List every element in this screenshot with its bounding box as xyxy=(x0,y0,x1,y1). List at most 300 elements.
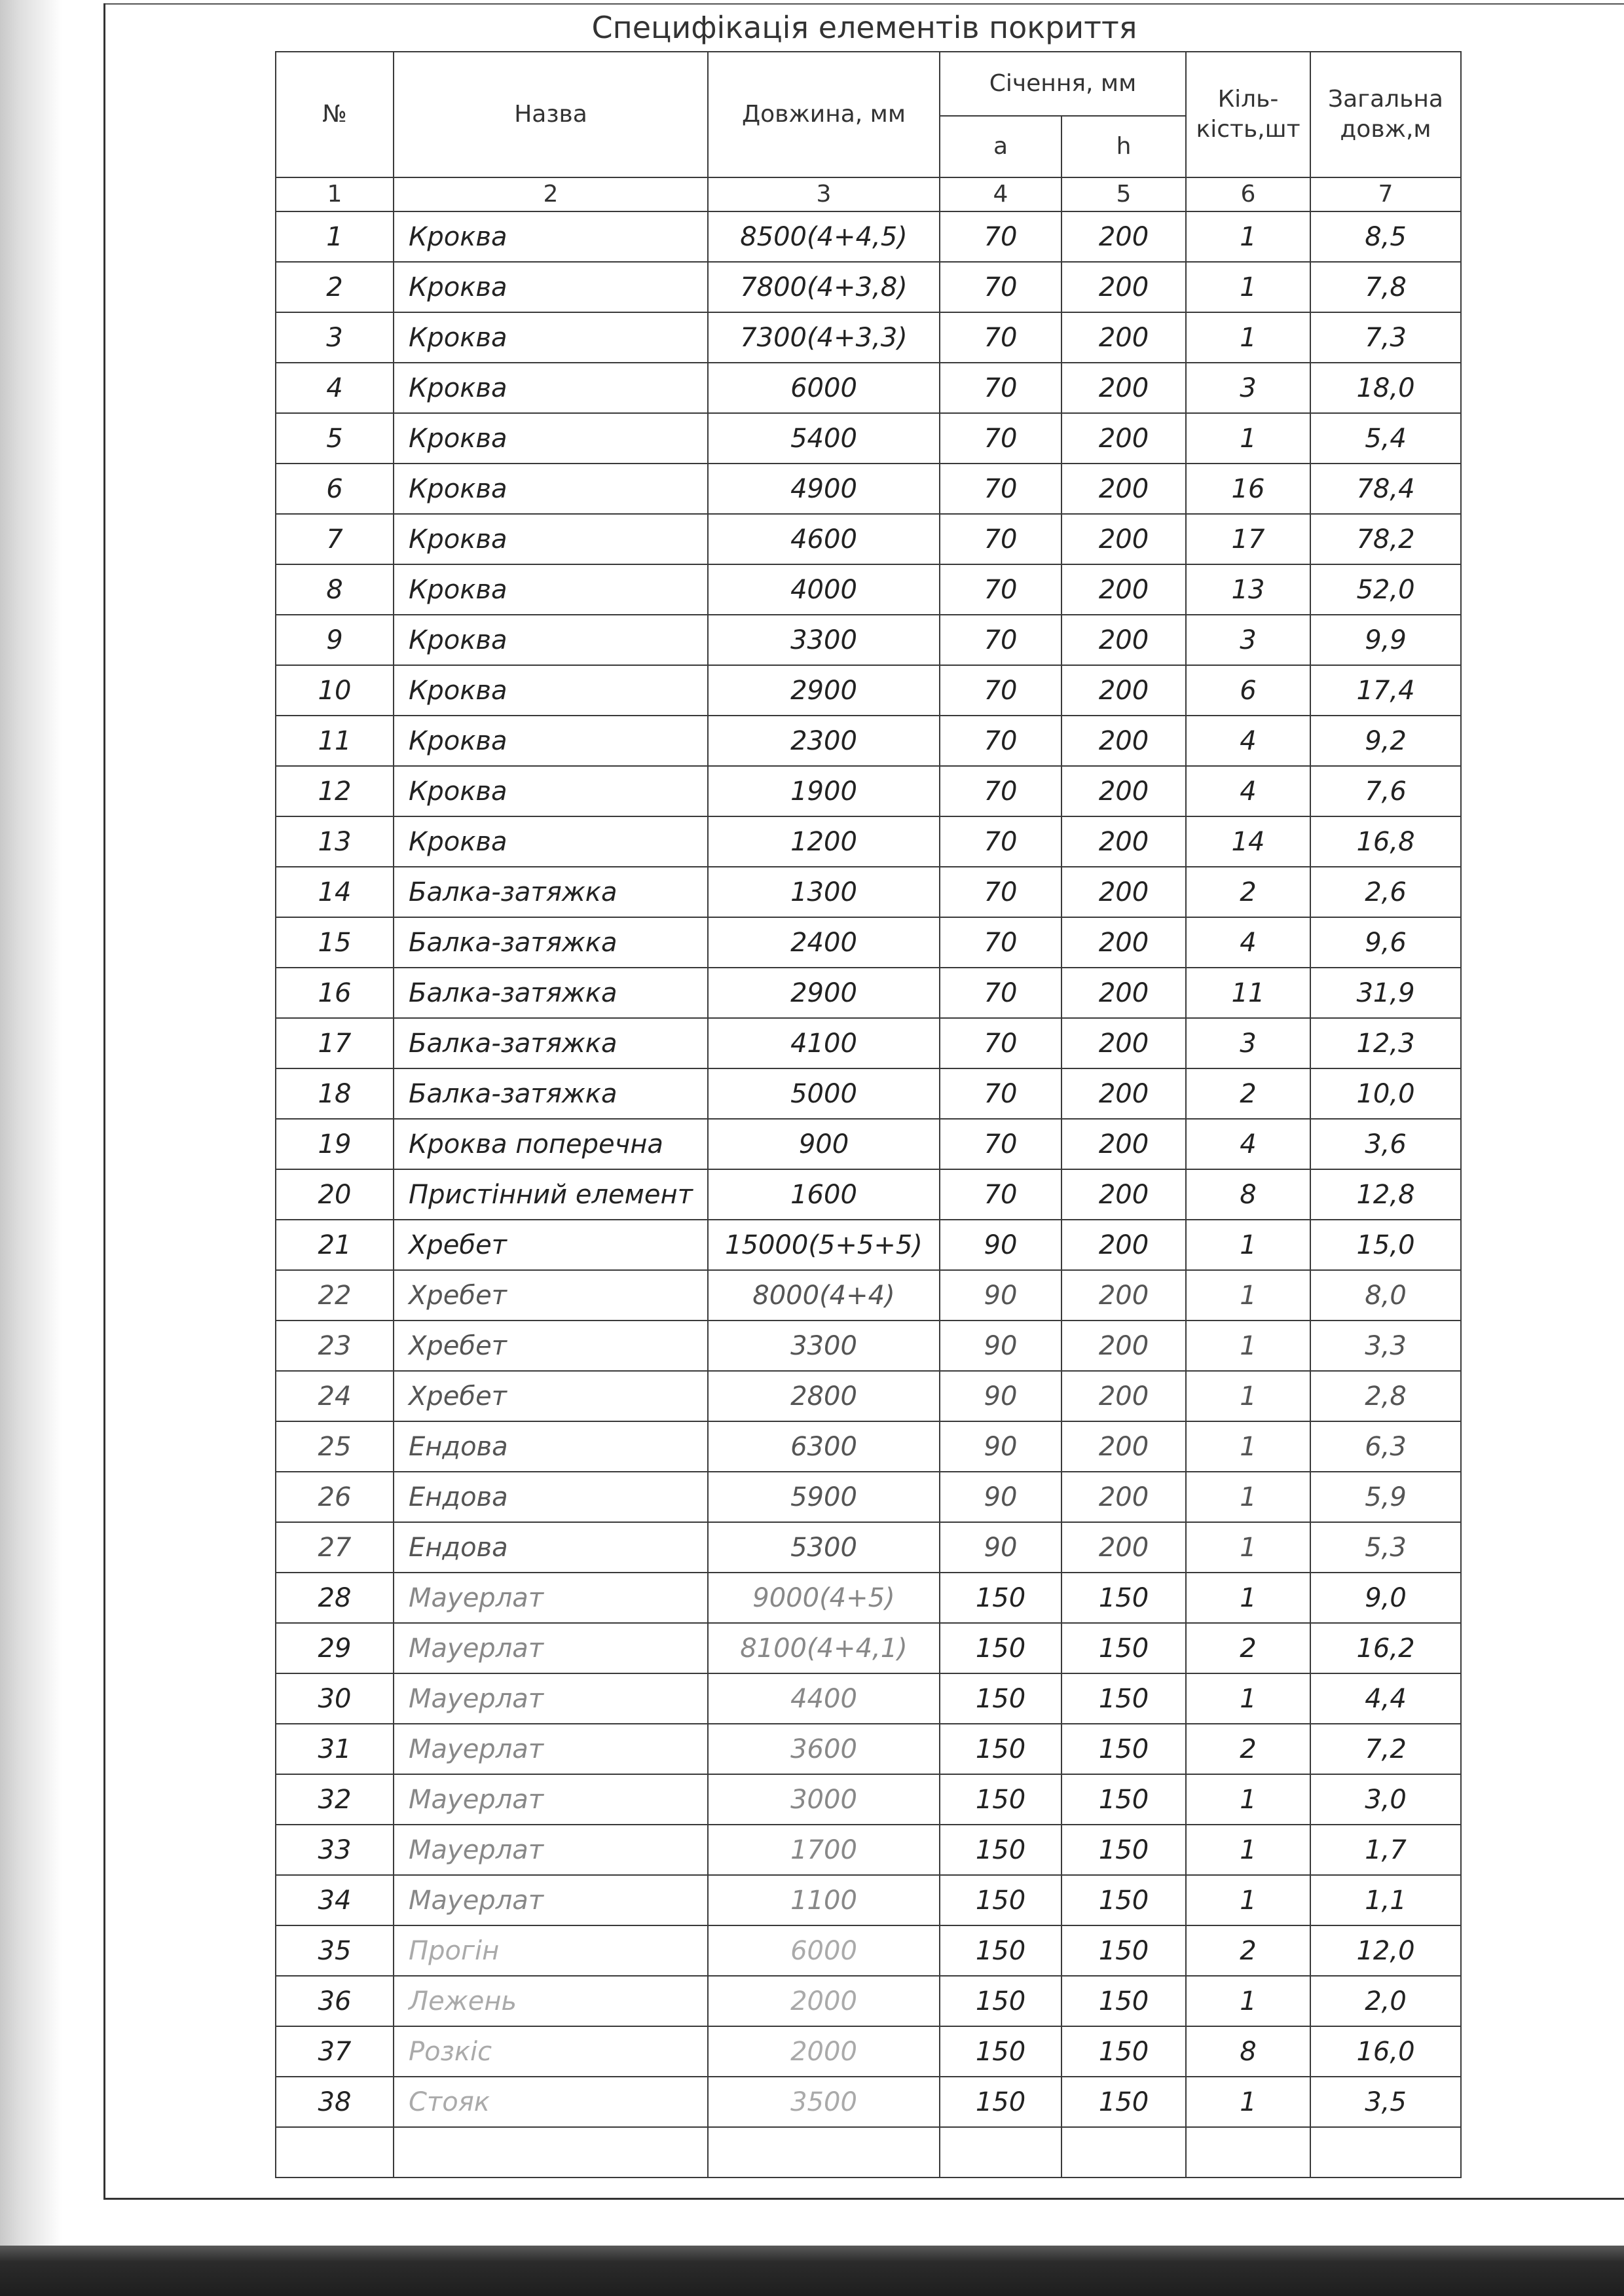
name-cell: Балка-затяжка xyxy=(394,917,708,968)
name-cell: Пристінний елемент xyxy=(394,1169,708,1220)
section-a-cell: 70 xyxy=(940,615,1061,665)
section-a-cell: 70 xyxy=(940,211,1061,262)
length-cell: 2300 xyxy=(708,716,940,766)
header-length xyxy=(708,52,940,177)
section-h-cell: 150 xyxy=(1061,1623,1186,1673)
section-a-cell: 70 xyxy=(940,1018,1061,1068)
scan-shadow-bottom xyxy=(0,2246,1624,2296)
name-cell: Кроква xyxy=(394,716,708,766)
row-number-cell: 30 xyxy=(276,1673,394,1724)
total-length-cell: 78,4 xyxy=(1310,464,1461,514)
row-number-cell: 26 xyxy=(276,1472,394,1522)
row-number-cell: 37 xyxy=(276,2026,394,2077)
count-cell: 6 xyxy=(1186,665,1310,716)
section-h-cell: 150 xyxy=(1061,2077,1186,2127)
row-number-cell: 4 xyxy=(276,363,394,413)
row-number-cell: 15 xyxy=(276,917,394,968)
section-a-cell: 70 xyxy=(940,1068,1061,1119)
total-length-cell: 2,6 xyxy=(1310,867,1461,917)
row-number-cell: 38 xyxy=(276,2077,394,2127)
total-length-cell: 1,1 xyxy=(1310,1875,1461,1925)
table-row xyxy=(276,766,1461,816)
name-cell: Балка-затяжка xyxy=(394,867,708,917)
table-row xyxy=(276,1220,1461,1270)
table-body xyxy=(276,211,1461,2178)
count-cell: 2 xyxy=(1186,1623,1310,1673)
count-cell: 8 xyxy=(1186,1169,1310,1220)
section-a-cell: 70 xyxy=(940,312,1061,363)
length-cell: 2900 xyxy=(708,968,940,1018)
section-h-cell: 200 xyxy=(1061,312,1186,363)
table-row xyxy=(276,665,1461,716)
section-a-cell: 150 xyxy=(940,1825,1061,1875)
name-cell: Хребет xyxy=(394,1270,708,1321)
name-cell: Розкіс xyxy=(394,2026,708,2077)
table-row xyxy=(276,363,1461,413)
section-h-cell: 200 xyxy=(1061,413,1186,464)
section-h-cell: 150 xyxy=(1061,1925,1186,1976)
table-row xyxy=(276,1371,1461,1421)
table-row xyxy=(276,1321,1461,1371)
name-cell: Кроква xyxy=(394,312,708,363)
section-h-cell: 200 xyxy=(1061,464,1186,514)
section-h-cell: 200 xyxy=(1061,867,1186,917)
total-length-cell: 8,0 xyxy=(1310,1270,1461,1321)
section-a-cell: 150 xyxy=(940,1875,1061,1925)
table-row xyxy=(276,1573,1461,1623)
table-row xyxy=(276,968,1461,1018)
total-length-cell: 5,3 xyxy=(1310,1522,1461,1573)
section-a-cell: 70 xyxy=(940,413,1061,464)
count-cell: 3 xyxy=(1186,615,1310,665)
header-total xyxy=(1310,52,1461,177)
name-cell: Прогін xyxy=(394,1925,708,1976)
name-cell: Ендова xyxy=(394,1522,708,1573)
total-length-cell: 12,3 xyxy=(1310,1018,1461,1068)
name-cell: Кроква xyxy=(394,514,708,564)
empty-cell xyxy=(1186,2127,1310,2178)
section-a-cell: 90 xyxy=(940,1270,1061,1321)
scan-shadow-left xyxy=(0,0,62,2296)
header-no: № xyxy=(276,52,394,177)
header-count xyxy=(1186,52,1310,177)
row-number-cell: 35 xyxy=(276,1925,394,1976)
name-cell: Кроква xyxy=(394,564,708,615)
table-row xyxy=(276,1673,1461,1724)
length-cell: 8100(4+4,1) xyxy=(708,1623,940,1673)
length-cell: 3600 xyxy=(708,1724,940,1774)
name-cell: Кроква xyxy=(394,211,708,262)
section-a-cell: 70 xyxy=(940,1169,1061,1220)
total-length-cell: 10,0 xyxy=(1310,1068,1461,1119)
row-number-cell: 17 xyxy=(276,1018,394,1068)
row-number-cell: 1 xyxy=(276,211,394,262)
header-h: h xyxy=(1061,116,1186,177)
length-cell: 1100 xyxy=(708,1875,940,1925)
length-cell: 2900 xyxy=(708,665,940,716)
count-cell: 3 xyxy=(1186,363,1310,413)
table-row xyxy=(276,1270,1461,1321)
section-a-cell: 150 xyxy=(940,1925,1061,1976)
length-cell: 3500 xyxy=(708,2077,940,2127)
row-number-cell: 10 xyxy=(276,665,394,716)
column-number: 3 xyxy=(708,177,940,211)
row-number-cell: 33 xyxy=(276,1825,394,1875)
total-length-cell: 16,8 xyxy=(1310,816,1461,867)
row-number-cell: 22 xyxy=(276,1270,394,1321)
section-a-cell: 70 xyxy=(940,867,1061,917)
total-length-cell: 2,0 xyxy=(1310,1976,1461,2026)
section-h-cell: 200 xyxy=(1061,716,1186,766)
row-number-cell: 14 xyxy=(276,867,394,917)
table-row xyxy=(276,464,1461,514)
section-a-cell: 150 xyxy=(940,2077,1061,2127)
row-number-cell: 29 xyxy=(276,1623,394,1673)
table-row xyxy=(276,716,1461,766)
count-cell: 2 xyxy=(1186,1724,1310,1774)
count-cell: 1 xyxy=(1186,413,1310,464)
count-cell: 1 xyxy=(1186,1270,1310,1321)
name-cell: Кроква xyxy=(394,766,708,816)
table-row xyxy=(276,615,1461,665)
table-row xyxy=(276,1774,1461,1825)
table-row xyxy=(276,1976,1461,2026)
section-h-cell: 200 xyxy=(1061,211,1186,262)
column-number: 2 xyxy=(394,177,708,211)
name-cell: Стояк xyxy=(394,2077,708,2127)
total-length-cell: 3,0 xyxy=(1310,1774,1461,1825)
table-row xyxy=(276,1018,1461,1068)
section-h-cell: 200 xyxy=(1061,564,1186,615)
count-cell: 1 xyxy=(1186,1371,1310,1421)
length-cell: 7300(4+3,3) xyxy=(708,312,940,363)
table-row xyxy=(276,867,1461,917)
name-cell: Кроква xyxy=(394,262,708,312)
section-h-cell: 150 xyxy=(1061,1825,1186,1875)
count-cell: 4 xyxy=(1186,766,1310,816)
total-length-cell: 17,4 xyxy=(1310,665,1461,716)
row-number-cell: 25 xyxy=(276,1421,394,1472)
section-a-cell: 150 xyxy=(940,1724,1061,1774)
length-cell: 3000 xyxy=(708,1774,940,1825)
section-h-cell: 200 xyxy=(1061,968,1186,1018)
section-a-cell: 70 xyxy=(940,716,1061,766)
name-cell: Хребет xyxy=(394,1371,708,1421)
row-number-cell: 2 xyxy=(276,262,394,312)
length-cell: 8500(4+4,5) xyxy=(708,211,940,262)
table-row xyxy=(276,262,1461,312)
total-length-cell: 1,7 xyxy=(1310,1825,1461,1875)
table-row xyxy=(276,1825,1461,1875)
section-h-cell: 150 xyxy=(1061,1774,1186,1825)
count-cell: 11 xyxy=(1186,968,1310,1018)
total-length-cell: 15,0 xyxy=(1310,1220,1461,1270)
name-cell: Ендова xyxy=(394,1472,708,1522)
name-cell: Балка-затяжка xyxy=(394,968,708,1018)
total-length-cell: 7,3 xyxy=(1310,312,1461,363)
total-length-cell: 5,9 xyxy=(1310,1472,1461,1522)
row-number-cell: 31 xyxy=(276,1724,394,1774)
section-a-cell: 90 xyxy=(940,1321,1061,1371)
header-row-top xyxy=(276,52,1461,116)
name-cell: Мауерлат xyxy=(394,1623,708,1673)
section-h-cell: 150 xyxy=(1061,2026,1186,2077)
count-cell: 14 xyxy=(1186,816,1310,867)
row-number-cell: 23 xyxy=(276,1321,394,1371)
section-h-cell: 200 xyxy=(1061,1321,1186,1371)
row-number-cell: 34 xyxy=(276,1875,394,1925)
count-cell: 17 xyxy=(1186,514,1310,564)
length-cell: 4900 xyxy=(708,464,940,514)
section-a-cell: 150 xyxy=(940,1976,1061,2026)
total-length-cell: 3,6 xyxy=(1310,1119,1461,1169)
length-cell: 4600 xyxy=(708,514,940,564)
empty-cell xyxy=(708,2127,940,2178)
section-h-cell: 200 xyxy=(1061,1220,1186,1270)
section-h-cell: 200 xyxy=(1061,514,1186,564)
count-cell: 1 xyxy=(1186,1774,1310,1825)
page-title: Специфікація елементів покриття xyxy=(591,10,1137,45)
section-a-cell: 150 xyxy=(940,1573,1061,1623)
column-number: 4 xyxy=(940,177,1061,211)
total-length-cell: 52,0 xyxy=(1310,564,1461,615)
section-h-cell: 200 xyxy=(1061,615,1186,665)
count-cell: 1 xyxy=(1186,312,1310,363)
length-cell: 1700 xyxy=(708,1825,940,1875)
section-h-cell: 200 xyxy=(1061,1522,1186,1573)
section-a-cell: 150 xyxy=(940,2026,1061,2077)
empty-cell xyxy=(276,2127,394,2178)
name-cell: Мауерлат xyxy=(394,1875,708,1925)
total-length-cell: 31,9 xyxy=(1310,968,1461,1018)
section-a-cell: 150 xyxy=(940,1774,1061,1825)
row-number-cell: 7 xyxy=(276,514,394,564)
row-number-cell: 24 xyxy=(276,1371,394,1421)
specification-table xyxy=(275,51,1462,2178)
total-length-cell: 9,2 xyxy=(1310,716,1461,766)
total-length-cell: 12,0 xyxy=(1310,1925,1461,1976)
row-number-cell: 5 xyxy=(276,413,394,464)
name-cell: Мауерлат xyxy=(394,1573,708,1623)
section-h-cell: 200 xyxy=(1061,1270,1186,1321)
section-a-cell: 70 xyxy=(940,968,1061,1018)
length-cell: 2000 xyxy=(708,2026,940,2077)
length-cell: 2400 xyxy=(708,917,940,968)
count-cell: 1 xyxy=(1186,1472,1310,1522)
count-cell: 3 xyxy=(1186,1018,1310,1068)
count-cell: 1 xyxy=(1186,1825,1310,1875)
table-row xyxy=(276,1169,1461,1220)
count-cell: 1 xyxy=(1186,211,1310,262)
total-length-cell: 8,5 xyxy=(1310,211,1461,262)
name-cell: Мауерлат xyxy=(394,1825,708,1875)
count-cell: 8 xyxy=(1186,2026,1310,2077)
table-row xyxy=(276,564,1461,615)
length-cell: 6000 xyxy=(708,1925,940,1976)
total-length-cell: 7,8 xyxy=(1310,262,1461,312)
length-cell: 2800 xyxy=(708,1371,940,1421)
length-cell: 9000(4+5) xyxy=(708,1573,940,1623)
table-row xyxy=(276,2026,1461,2077)
section-a-cell: 70 xyxy=(940,363,1061,413)
count-cell: 4 xyxy=(1186,1119,1310,1169)
total-length-cell: 7,6 xyxy=(1310,766,1461,816)
table-row xyxy=(276,816,1461,867)
header-count-label: Кіль- кість,шт xyxy=(1196,86,1301,143)
total-length-cell: 6,3 xyxy=(1310,1421,1461,1472)
total-length-cell: 2,8 xyxy=(1310,1371,1461,1421)
row-number-cell: 9 xyxy=(276,615,394,665)
length-cell: 6000 xyxy=(708,363,940,413)
name-cell: Лежень xyxy=(394,1976,708,2026)
total-length-cell: 9,9 xyxy=(1310,615,1461,665)
total-length-cell: 5,4 xyxy=(1310,413,1461,464)
section-a-cell: 70 xyxy=(940,766,1061,816)
table-row xyxy=(276,1119,1461,1169)
count-cell: 4 xyxy=(1186,917,1310,968)
length-cell: 2000 xyxy=(708,1976,940,2026)
table-row xyxy=(276,2077,1461,2127)
section-a-cell: 70 xyxy=(940,262,1061,312)
count-cell: 1 xyxy=(1186,1573,1310,1623)
section-a-cell: 150 xyxy=(940,1673,1061,1724)
name-cell: Хребет xyxy=(394,1220,708,1270)
section-a-cell: 90 xyxy=(940,1371,1061,1421)
name-cell: Мауерлат xyxy=(394,1673,708,1724)
name-cell: Кроква xyxy=(394,464,708,514)
table-row xyxy=(276,917,1461,968)
count-cell: 1 xyxy=(1186,1522,1310,1573)
count-cell: 1 xyxy=(1186,1220,1310,1270)
name-cell: Кроква поперечна xyxy=(394,1119,708,1169)
length-cell: 900 xyxy=(708,1119,940,1169)
section-h-cell: 200 xyxy=(1061,1068,1186,1119)
length-cell: 3300 xyxy=(708,1321,940,1371)
length-cell: 4100 xyxy=(708,1018,940,1068)
row-number-cell: 16 xyxy=(276,968,394,1018)
row-number-cell: 11 xyxy=(276,716,394,766)
row-number-cell: 19 xyxy=(276,1119,394,1169)
row-number-cell: 20 xyxy=(276,1169,394,1220)
table-row xyxy=(276,413,1461,464)
section-h-cell: 200 xyxy=(1061,1018,1186,1068)
total-length-cell: 18,0 xyxy=(1310,363,1461,413)
length-cell: 3300 xyxy=(708,615,940,665)
row-number-cell: 28 xyxy=(276,1573,394,1623)
count-cell: 1 xyxy=(1186,1673,1310,1724)
name-cell: Мауерлат xyxy=(394,1774,708,1825)
row-number-cell: 12 xyxy=(276,766,394,816)
count-cell: 1 xyxy=(1186,262,1310,312)
section-h-cell: 200 xyxy=(1061,917,1186,968)
length-cell: 4400 xyxy=(708,1673,940,1724)
column-number: 5 xyxy=(1061,177,1186,211)
count-cell: 1 xyxy=(1186,1321,1310,1371)
section-h-cell: 150 xyxy=(1061,1875,1186,1925)
header-a: a xyxy=(940,116,1061,177)
length-cell: 7800(4+3,8) xyxy=(708,262,940,312)
section-h-cell: 200 xyxy=(1061,1119,1186,1169)
row-number-cell: 13 xyxy=(276,816,394,867)
column-number: 6 xyxy=(1186,177,1310,211)
row-number-cell: 32 xyxy=(276,1774,394,1825)
section-a-cell: 90 xyxy=(940,1472,1061,1522)
empty-cell xyxy=(940,2127,1061,2178)
table-row xyxy=(276,1421,1461,1472)
total-length-cell: 3,5 xyxy=(1310,2077,1461,2127)
length-cell: 8000(4+4) xyxy=(708,1270,940,1321)
length-cell: 15000(5+5+5) xyxy=(708,1220,940,1270)
total-length-cell: 9,0 xyxy=(1310,1573,1461,1623)
section-a-cell: 70 xyxy=(940,564,1061,615)
total-length-cell: 16,2 xyxy=(1310,1623,1461,1673)
count-cell: 16 xyxy=(1186,464,1310,514)
name-cell: Балка-затяжка xyxy=(394,1018,708,1068)
empty-cell xyxy=(1310,2127,1461,2178)
section-a-cell: 70 xyxy=(940,1119,1061,1169)
total-length-cell: 7,2 xyxy=(1310,1724,1461,1774)
length-cell: 1300 xyxy=(708,867,940,917)
total-length-cell: 12,8 xyxy=(1310,1169,1461,1220)
section-h-cell: 200 xyxy=(1061,816,1186,867)
header-length-label: Довжина, мм xyxy=(742,101,906,128)
count-cell: 1 xyxy=(1186,1976,1310,2026)
header-section: Січення, мм xyxy=(940,52,1186,116)
length-cell: 6300 xyxy=(708,1421,940,1472)
header-name: Назва xyxy=(394,52,708,177)
empty-cell xyxy=(394,2127,708,2178)
row-number-cell: 36 xyxy=(276,1976,394,2026)
section-h-cell: 200 xyxy=(1061,665,1186,716)
row-number-cell: 27 xyxy=(276,1522,394,1573)
count-cell: 2 xyxy=(1186,1068,1310,1119)
section-h-cell: 200 xyxy=(1061,1472,1186,1522)
name-cell: Кроква xyxy=(394,816,708,867)
table-row xyxy=(276,1925,1461,1976)
table-row xyxy=(276,312,1461,363)
count-cell: 2 xyxy=(1186,867,1310,917)
table-row xyxy=(276,1724,1461,1774)
total-length-cell: 3,3 xyxy=(1310,1321,1461,1371)
column-number: 7 xyxy=(1310,177,1461,211)
section-h-cell: 200 xyxy=(1061,363,1186,413)
length-cell: 4000 xyxy=(708,564,940,615)
name-cell: Ендова xyxy=(394,1421,708,1472)
section-h-cell: 200 xyxy=(1061,262,1186,312)
name-cell: Кроква xyxy=(394,615,708,665)
section-h-cell: 200 xyxy=(1061,1371,1186,1421)
count-cell: 2 xyxy=(1186,1925,1310,1976)
length-cell: 5300 xyxy=(708,1522,940,1573)
table-row xyxy=(276,211,1461,262)
section-a-cell: 70 xyxy=(940,514,1061,564)
count-cell: 1 xyxy=(1186,2077,1310,2127)
name-cell: Кроква xyxy=(394,363,708,413)
column-numbers-row xyxy=(276,177,1461,211)
count-cell: 1 xyxy=(1186,1875,1310,1925)
length-cell: 5000 xyxy=(708,1068,940,1119)
empty-cell xyxy=(1061,2127,1186,2178)
name-cell: Балка-затяжка xyxy=(394,1068,708,1119)
row-number-cell: 3 xyxy=(276,312,394,363)
section-h-cell: 150 xyxy=(1061,1976,1186,2026)
count-cell: 4 xyxy=(1186,716,1310,766)
name-cell: Кроква xyxy=(394,665,708,716)
column-number: 1 xyxy=(276,177,394,211)
length-cell: 1900 xyxy=(708,766,940,816)
total-length-cell: 9,6 xyxy=(1310,917,1461,968)
row-number-cell: 8 xyxy=(276,564,394,615)
